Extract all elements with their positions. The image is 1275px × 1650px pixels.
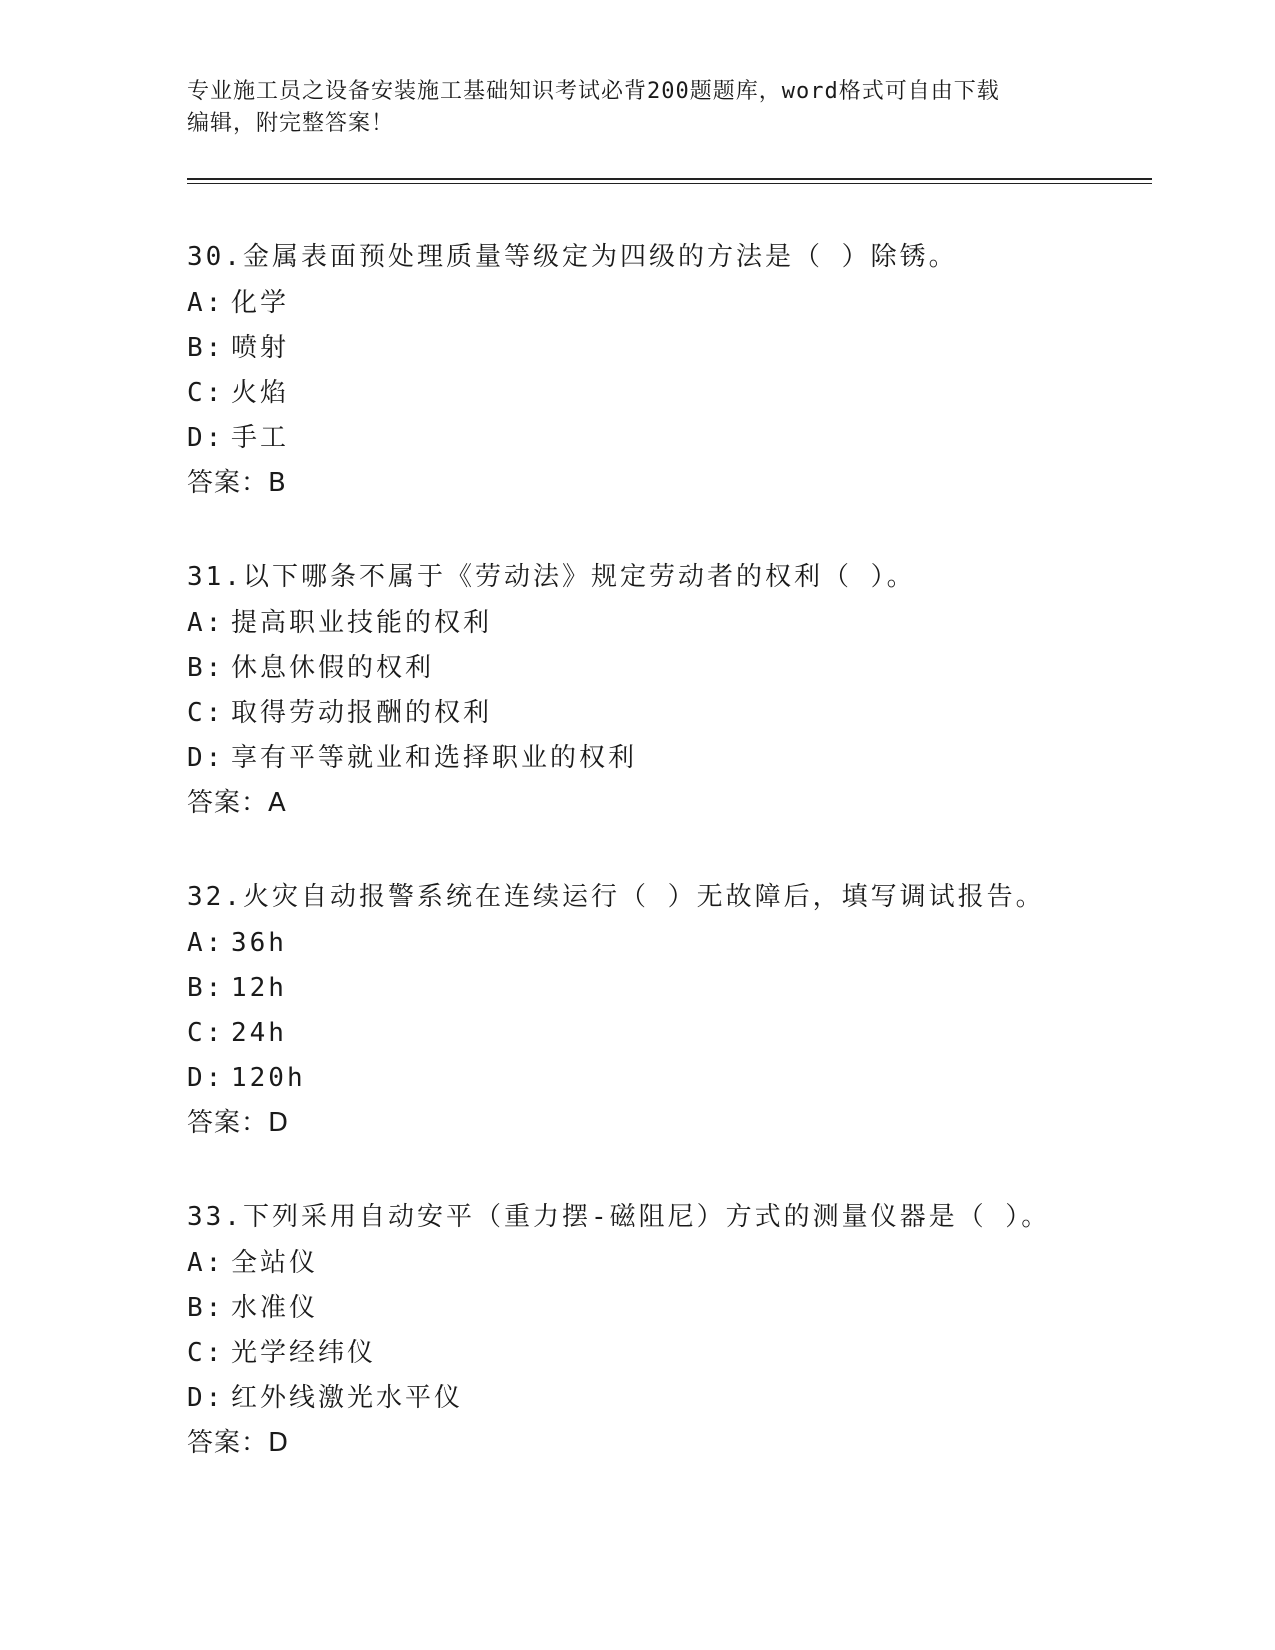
option-a xyxy=(187,606,1147,651)
question-answer: 答案：A xyxy=(187,788,287,818)
option-letter: D: xyxy=(187,1063,225,1093)
option-text: 享有平等就业和选择职业的权利 xyxy=(231,743,638,773)
question-item xyxy=(187,560,1147,880)
option-a xyxy=(187,926,1147,971)
option-b xyxy=(187,651,1147,696)
question-item xyxy=(187,1200,1147,1520)
option-d xyxy=(187,1061,1147,1106)
option-text: 光学经纬仪 xyxy=(231,1338,377,1368)
option-text: 取得劳动报酬的权利 xyxy=(231,698,493,728)
option-letter: B: xyxy=(187,973,225,1003)
question-item xyxy=(187,880,1147,1200)
option-letter: A: xyxy=(187,608,225,638)
option-a xyxy=(187,286,1147,331)
option-b xyxy=(187,331,1147,376)
question-answer: 答案：B xyxy=(187,468,287,498)
question-answer: 答案：D xyxy=(187,1108,290,1138)
question-title: 30.金属表面预处理质量等级定为四级的方法是（ ）除锈。 xyxy=(187,242,958,272)
option-letter: B: xyxy=(187,1293,225,1323)
option-d xyxy=(187,1381,1147,1426)
option-d xyxy=(187,421,1147,466)
option-text: 红外线激光水平仪 xyxy=(231,1383,464,1413)
option-letter: D: xyxy=(187,743,225,773)
option-text: 12h xyxy=(231,973,287,1003)
header-divider-thick xyxy=(187,178,1152,180)
option-letter: A: xyxy=(187,288,225,318)
question-item xyxy=(187,240,1147,560)
option-text: 24h xyxy=(231,1018,287,1048)
option-letter: B: xyxy=(187,653,225,683)
header-line-2: 编辑，附完整答案！ xyxy=(187,111,395,136)
option-c xyxy=(187,376,1147,421)
option-text: 全站仪 xyxy=(231,1248,319,1278)
option-text: 36h xyxy=(231,928,287,958)
option-text: 休息休假的权利 xyxy=(231,653,435,683)
option-letter: D: xyxy=(187,423,225,453)
question-title: 31.以下哪条不属于《劳动法》规定劳动者的权利（ ）。 xyxy=(187,562,916,592)
header-line-1: 专业施工员之设备安装施工基础知识考试必背200题题库，word格式可自由下载 xyxy=(187,79,1000,104)
option-letter: C: xyxy=(187,698,225,728)
option-c xyxy=(187,1336,1147,1381)
option-letter: A: xyxy=(187,1248,225,1278)
document-header xyxy=(187,76,1087,140)
option-text: 提高职业技能的权利 xyxy=(231,608,493,638)
option-text: 化学 xyxy=(231,288,290,318)
option-letter: C: xyxy=(187,1018,225,1048)
option-a xyxy=(187,1246,1147,1291)
option-letter: D: xyxy=(187,1383,225,1413)
question-list xyxy=(187,240,1147,1520)
option-text: 手工 xyxy=(231,423,290,453)
header-divider-thin xyxy=(187,183,1152,184)
option-c xyxy=(187,696,1147,741)
question-title: 32.火灾自动报警系统在连续运行（ ）无故障后，填写调试报告。 xyxy=(187,882,1045,912)
question-title: 33.下列采用自动安平（重力摆-磁阻尼）方式的测量仪器是（ ）。 xyxy=(187,1202,1051,1232)
option-letter: C: xyxy=(187,1338,225,1368)
option-letter: B: xyxy=(187,333,225,363)
option-b xyxy=(187,971,1147,1016)
option-text: 火焰 xyxy=(231,378,290,408)
option-letter: C: xyxy=(187,378,225,408)
option-d xyxy=(187,741,1147,786)
option-letter: A: xyxy=(187,928,225,958)
option-text: 水准仪 xyxy=(231,1293,319,1323)
option-b xyxy=(187,1291,1147,1336)
question-answer: 答案：D xyxy=(187,1428,290,1458)
option-text: 120h xyxy=(231,1063,306,1093)
option-text: 喷射 xyxy=(231,333,290,363)
option-c xyxy=(187,1016,1147,1061)
